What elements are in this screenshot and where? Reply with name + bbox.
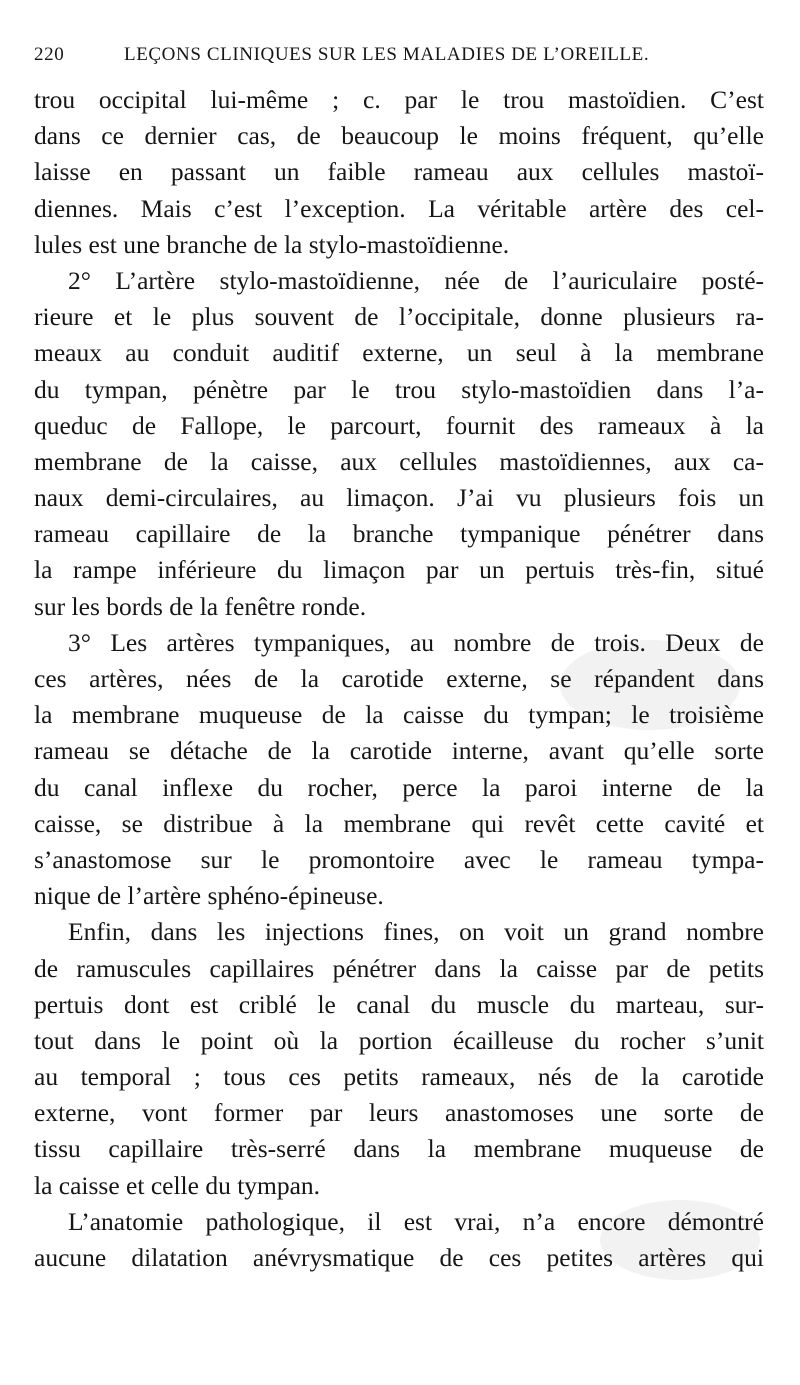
page-number: 220	[34, 44, 65, 65]
text-line: de ramuscules capillaires pénétrer dans la caisse par de petits	[34, 953, 764, 983]
text-line: tissu capillaire très-serré dans la membrane muqueuse de	[34, 1134, 764, 1164]
text-line: ces artères, nées de la carotide externe, se répandent dans	[34, 664, 764, 693]
text-line: rieure et le plus souvent de l’occipitale, donne plusieurs ra-	[34, 302, 764, 332]
text-line: la caisse et celle du tympan.	[34, 1170, 321, 1200]
text-line: 3° Les artères tympaniques, au nombre de trois. Deux de	[68, 627, 764, 657]
running-head-title: LEÇONS CLINIQUES SUR LES MALADIES DE L’OREILLE.	[124, 44, 650, 65]
text-line: diennes. Mais c’est l’exception. La véritable artère des cel-	[34, 193, 764, 223]
text-line: dans ce dernier cas, de beaucoup le moins fréquent, qu’elle	[34, 121, 764, 151]
running-header	[0, 44, 800, 72]
text-line: rameau se détache de la carotide interne, avant qu’elle sorte	[34, 736, 764, 766]
text-line: pertuis dont est criblé le canal du muscle du marteau, sur-	[34, 989, 764, 1019]
text-line: caisse, se distribue à la membrane qui revêt cette cavité et	[34, 808, 764, 838]
text-line: du tympan, pénètre par le trou stylo-mastoïdien dans l’a-	[34, 374, 764, 404]
text-line: la rampe inférieure du limaçon par un pertuis très-fin, situé	[34, 555, 764, 585]
text-line: aucune dilatation anévrysmatique de ces petites artères qui	[34, 1243, 764, 1272]
text-line: la membrane muqueuse de la caisse du tympan; le troisième	[34, 700, 764, 730]
text-line: au temporal ; tous ces petits rameaux, nés de la carotide	[34, 1062, 764, 1092]
text-line: membrane de la caisse, aux cellules mastoïdiennes, aux ca-	[34, 446, 764, 476]
body-text	[34, 82, 764, 1276]
text-line: naux demi-circulaires, au limaçon. J’ai vu plusieurs fois un	[34, 483, 764, 513]
text-line: laisse en passant un faible rameau aux cellules mastoï-	[34, 157, 764, 187]
text-line: 2° L’artère stylo-mastoïdienne, née de l’auriculaire posté-	[68, 265, 764, 295]
text-line: nique de l’artère sphéno-épineuse.	[34, 881, 384, 911]
text-line: rameau capillaire de la branche tympanique pénétrer dans	[34, 519, 764, 549]
text-line: trou occipital lui-même ; c. par le trou mastoïdien. C’est	[34, 85, 764, 114]
text-line: lules est une branche de la stylo-mastoïdienne.	[34, 229, 510, 259]
text-line: s’anastomose sur le promontoire avec le rameau tympa-	[34, 844, 764, 874]
text-line: L’anatomie pathologique, il est vrai, n’a encore démontré	[68, 1206, 764, 1236]
text-line: meaux au conduit auditif externe, un seul à la membrane	[34, 338, 764, 368]
text-line: tout dans le point où la portion écailleuse du rocher s’unit	[34, 1025, 764, 1055]
text-line: du canal inflexe du rocher, perce la paroi interne de la	[34, 772, 764, 802]
text-line: sur les bords de la fenêtre ronde.	[34, 591, 367, 621]
text-line: queduc de Fallope, le parcourt, fournit des rameaux à la	[34, 410, 764, 440]
text-line: Enfin, dans les injections fines, on voit un grand nombre	[68, 917, 764, 947]
text-line: externe, vont former par leurs anastomoses une sorte de	[34, 1098, 764, 1128]
